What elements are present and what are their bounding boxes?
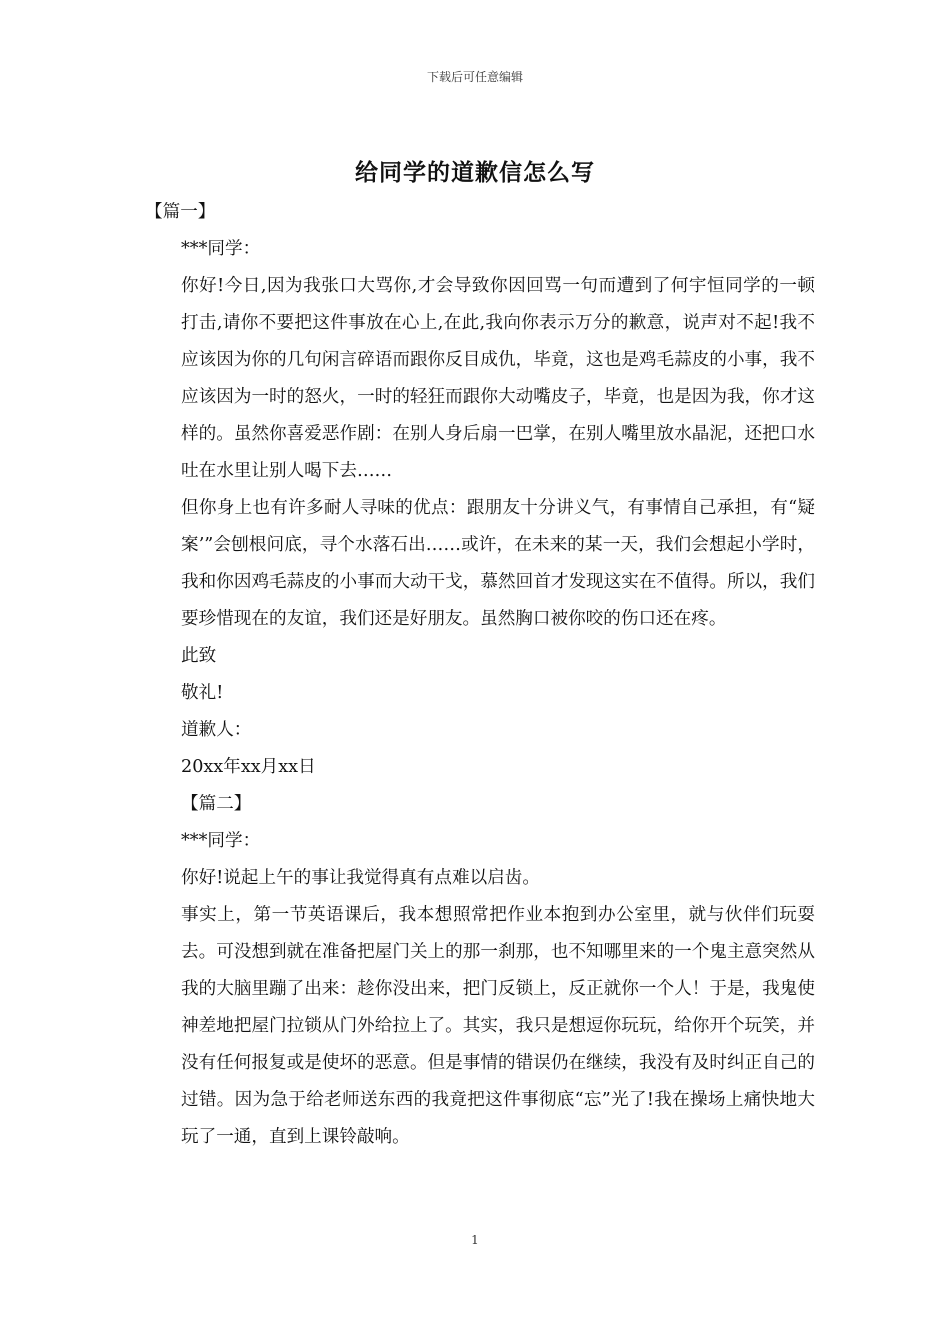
document-body xyxy=(145,194,815,1156)
section-heading-1: 【篇一】 xyxy=(145,202,216,222)
salutation-1: ***同学： xyxy=(181,239,261,259)
page-header-note: 下载后可任意编辑 xyxy=(426,70,523,84)
section2-paragraph-2: 事实上，第一节英语课后，我本想照常把作业本抱到办公室里，就与伙伴们玩耍去。可没想到就在准备把屋门关上的那一刹那，也不知哪里来的一个鬼主意突然从我的大脑里蹦了出来：趁你没出来，把门反锁上，反正就你一个人！于是，我鬼使神差地把屋门拉锁从门外给拉上了。其实，我只是想逗你玩玩，给你开个玩笑，并没有任何报复或是使坏的恶意。但是事情的错误仍在继续，我没有及时纠正自己的过错。因为急于给老师送东西的我竟把这件事彻底“忘”光了!我在操场上痛快地大玩了一通，直到上课铃敲响。 xyxy=(181,905,815,1147)
salutation-2: ***同学： xyxy=(181,831,261,851)
date-line: 20xx年xx月xx日 xyxy=(181,757,316,777)
section1-paragraph-1: 你好!今日,因为我张口大骂你,才会导致你因回骂一句而遭到了何宇恒同学的一顿打击,请你不要把这件事放在心上,在此,我向你表示万分的歉意，说声对不起!我不应该因为你的几句闲言碎语而跟你反目成仇，毕竟，这也是鸡毛蒜皮的小事，我不应该因为一时的怒火，一时的轻狂而跟你大动嘴皮子，毕竟，也是因为我，你才这样的。虽然你喜爱恶作剧：在别人身后扇一巴掌，在别人嘴里放水晶泥，还把口水吐在水里让别人喝下去…… xyxy=(181,276,815,481)
document-title: 给同学的道歉信怎么写 xyxy=(355,159,595,186)
closing-line-1: 此致 xyxy=(181,646,217,666)
signature-line: 道歉人： xyxy=(181,720,252,740)
closing-line-2: 敬礼! xyxy=(181,683,224,703)
page-number: 1 xyxy=(471,1233,479,1247)
section1-paragraph-2: 但你身上也有许多耐人寻味的优点：跟朋友十分讲义气，有事情自己承担，有“疑案’”会刨根问底，寻个水落石出……或许，在未来的某一天，我们会想起小学时，我和你因鸡毛蒜皮的小事而大动干戈，慕然回首才发现这实在不值得。所以，我们要珍惜现在的友谊，我们还是好朋友。虽然胸口被你咬的伤口还在疼。 xyxy=(181,498,815,629)
section2-paragraph-1: 你好!说起上午的事让我觉得真有点难以启齿。 xyxy=(181,868,540,888)
section-heading-2: 【篇二】 xyxy=(181,794,252,814)
